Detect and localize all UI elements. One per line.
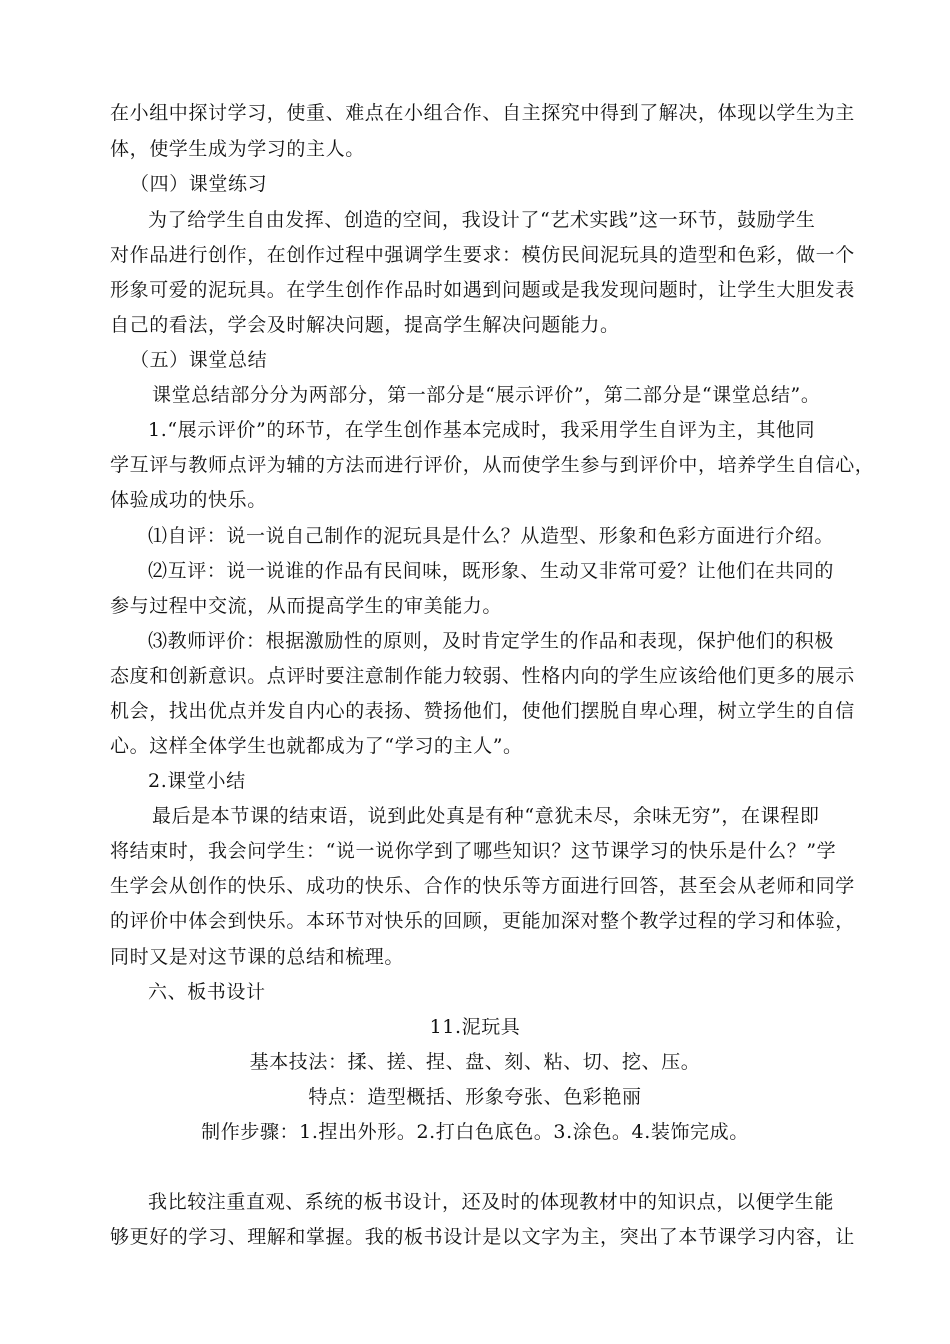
text-line: 对作品进行创作，在创作过程中强调学生要求：模仿民间泥玩具的造型和色彩，做一个 <box>110 244 855 266</box>
board-techniques: 基本技法：揉、搓、捏、盘、刻、粘、切、挖、压。 <box>249 1051 701 1073</box>
text-line: 同时又是对这节课的总结和梳理。 <box>110 946 405 968</box>
text-line: 自己的看法，学会及时解决问题，提高学生解决问题能力。 <box>110 314 620 336</box>
board-features: 特点：造型概括、形象夸张、色彩艳丽 <box>308 1086 642 1108</box>
text-line: 心。这样全体学生也就都成为了“学习的主人”。 <box>110 735 523 757</box>
text-line: 参与过程中交流，从而提高学生的审美能力。 <box>110 595 503 617</box>
text-line: 形象可爱的泥玩具。在学生创作作品时如遇到问题或是我发现问题时，让学生大胆发表 <box>110 279 855 301</box>
text-line: ⑶教师评价：根据激励性的原则，及时肯定学生的作品和表现，保护他们的积极 <box>148 630 835 652</box>
text-line: 的评价中体会到快乐。本环节对快乐的回顾，更能加深对整个教学过程的学习和体验， <box>110 910 855 932</box>
text-line: 态度和创新意识。点评时要注意制作能力较弱、性格内向的学生应该给他们更多的展示 <box>110 665 855 687</box>
section-heading: （五）课堂总结 <box>130 349 268 371</box>
text-line: 课堂总结部分分为两部分，第一部分是“展示评价”，第二部分是“课堂总结”。 <box>152 384 821 406</box>
section-heading: 六、板书设计 <box>148 981 266 1003</box>
board-title: 11.泥玩具 <box>429 1016 521 1038</box>
text-line: 为了给学生自由发挥、创造的空间，我设计了“艺术实践”这一环节，鼓励学生 <box>148 209 816 231</box>
text-line: 最后是本节课的结束语，说到此处真是有种“意犹未尽，余味无穷”，在课程即 <box>152 805 820 827</box>
text-line: 1.“展示评价”的环节，在学生创作基本完成时，我采用学生自评为主，其他同 <box>148 419 816 441</box>
board-steps: 制作步骤：1.捏出外形。2.打白色底色。3.涂色。4.装饰完成。 <box>201 1121 749 1143</box>
text-line: 在小组中探讨学习，使重、难点在小组合作、自主探究中得到了解决，体现以学生为主 <box>110 102 855 124</box>
text-line: 学互评与教师点评为辅的方法而进行评价，从而使学生参与到评价中，培养学生自信心， <box>110 454 875 476</box>
text-line: 机会，找出优点并发自内心的表扬、赞扬他们，使他们摆脱自卑心理，树立学生的自信 <box>110 700 855 722</box>
section-heading: 2.课堂小结 <box>148 770 246 792</box>
text-line: 我比较注重直观、系统的板书设计，还及时的体现教材中的知识点，以便学生能 <box>148 1191 835 1213</box>
text-line: 体，使学生成为学习的主人。 <box>110 138 365 160</box>
section-heading: （四）课堂练习 <box>130 173 268 195</box>
text-line: 体验成功的快乐。 <box>110 489 267 511</box>
text-line: 够更好的学习、理解和掌握。我的板书设计是以文字为主，突出了本节课学习内容，让 <box>110 1226 855 1248</box>
text-line: ⑴自评：说一说自己制作的泥玩具是什么？从造型、形象和色彩方面进行介绍。 <box>148 525 835 547</box>
text-line: 生学会从创作的快乐、成功的快乐、合作的快乐等方面进行回答，甚至会从老师和同学 <box>110 875 855 897</box>
text-line: 将结束时，我会问学生：“说一说你学到了哪些知识？这节课学习的快乐是什么？”学 <box>110 840 837 862</box>
text-line: ⑵互评：说一说谁的作品有民间味，既形象、生动又非常可爱？让他们在共同的 <box>148 560 835 582</box>
